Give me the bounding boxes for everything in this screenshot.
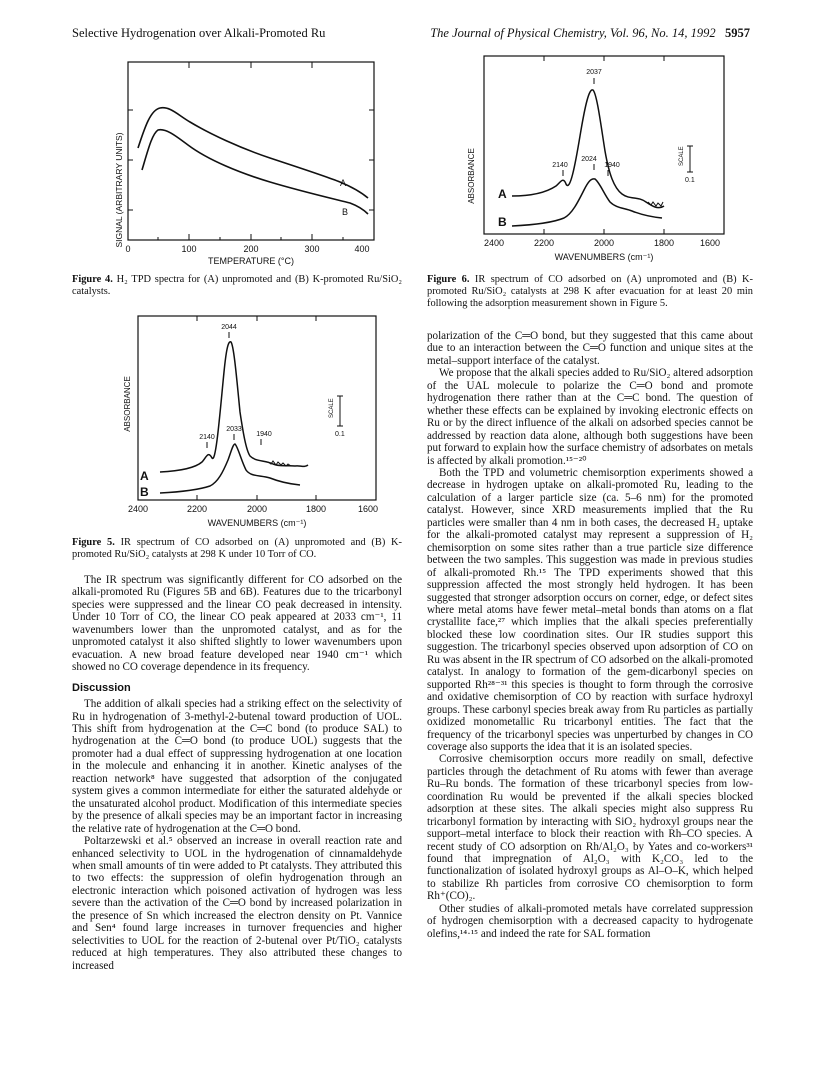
figure-6-caption <box>427 274 753 310</box>
figure-6-tick-label: 2200 <box>533 238 555 248</box>
figure-5-tick-label: 2000 <box>246 504 268 514</box>
figure-5-plot <box>110 312 390 534</box>
figure-4-tick-label: 400 <box>354 244 370 254</box>
figure-4-curve-a <box>138 108 368 198</box>
figure-4-curve-a-label: A <box>340 178 347 188</box>
body-paragraph: We propose that the alkali species added to Ru/SiO₂ altered adsorption of the UAL molecule to polarize the C═O bond and promote hydrogenation there rather than at the C═C bond. The question of whether these effects can be explained by invoking electronic effects on Ru or by the direct influence of the alkali on adsorbed species cannot be addressed by reaction data alone, although both suggestions have been put forward to explain how the surface chemistry of adsorbates on metals is affected by alkali promotion.¹⁵⁻²⁰ <box>427 367 753 467</box>
body-paragraph: Other studies of alkali-promoted metals have correlated suppression of hydrogen chemisorption with a decreased capacity to hydrogenate olefins,¹⁴·¹⁵ and indeed the rate for SAL formation <box>427 902 753 940</box>
figure-6-scale-value: 0.1 <box>685 177 695 184</box>
figure-6-caption-text: IR spectrum of CO adsorbed on (A) unpromoted and (B) K-promoted Ru/SiO₂ catalysts at 298 K after evacuation for at least 20 min following the adsorption measurement shown in Figure 5. <box>427 274 753 309</box>
figure-6-peak-label-2140: 2140 <box>552 162 568 169</box>
figure-5 <box>110 312 390 534</box>
body-paragraph: Both the TPD and volumetric chemisorption experiments showed a decrease in hydrogen uptake on alkali-promoted Ru, leading to the calculation of a larger particle size (ca. 5–6 nm) for the promoted catalyst. However, since XRD measurements implied that the Ru particles were smaller than 4 nm in both cases, the decreased H₂ uptake for the alkali-promoted catalyst may represent a suppression of H₂ chemisorption on some sites rather than a true particle size difference between the two samples. This suggestion was made in previous studies of alkali-promoted Rh.¹⁵ The TPD experiments showed that this suppression affected the most strongly held hydrogen. It has been suggested that stronger adsorption occurs on corner, edge, or defect sites where metal atoms have fewer metal–metal bonds than atoms on a flat crystallite face,²⁷ which implies that the alkali species preferentially blocked these low coordination sites. Our IR studies support this suggestion. The tricarbonyl species observed upon adsorption of CO on Ru was absent in the IR spectrum of CO adsorbed on the alkali-promoted catalyst. In analogy to formation of the gem-dicarbonyl species on supported Rh²⁸⁻³¹ this species is thought to form through the corrosive and oxidative chemisorption of CO by reaction with surface hydroxyl groups. These carbonyl species break away from Ru particles as partially oxidized monometallic Ru tricarbonyl entities. The fact that the frequency of the tricarbonyl species was unperturbed by changes in CO coverage also supports the idea that it is an isolated species. <box>427 466 753 753</box>
figure-5-tick-label: 1800 <box>305 504 327 514</box>
figure-5-curve-a <box>160 342 308 472</box>
figure-4-plot <box>100 50 400 270</box>
page-number: 5957 <box>725 26 750 40</box>
figure-5-curve-b-label: B <box>140 485 149 499</box>
figure-5-tick-label: 1600 <box>357 504 379 514</box>
figure-4-x-label: TEMPERATURE (°C) <box>208 256 294 266</box>
figure-5-tick-label: 2200 <box>186 504 208 514</box>
body-paragraph: Corrosive chemisorption occurs more readily on small, defective particles through the detachment of Ru atoms with fewer than average Ru–Ru bonds. The formation of these tricarbonyl species from low-coordination Ru would be prevented if the alkali species blocked adsorption at these sites. The alkali species might also suppress Ru tricarbonyl formation by interacting with SiO₂ hydroxyl groups near the support–metal interface to block their reaction with Rh–CO species. A recent study of CO adsorption on Rh/Al₂O₃ by Yates and co-workers³¹ found that impregnation of Al₂O₃ with K₂CO₃ led to the functionalization of isolated hydroxyl groups as Al–O–K, which helped to stabilize Rh particles from corrosive CO chemisorption to form Rh⁺(CO)₂. <box>427 753 753 903</box>
figure-4-caption-label: Figure 4. <box>72 274 113 285</box>
figure-4-caption-text: H₂ TPD spectra for (A) unpromoted and (B) K-promoted Ru/SiO₂ catalysts. <box>72 274 402 297</box>
body-paragraph: The IR spectrum was significantly different for CO adsorbed on the alkali-promoted Ru (Figures 5B and 6B). Features due to the tricarbonyl species were suppressed and the linear CO peak decreased in intensity. Under 10 Torr of CO, the linear CO peak appeared at 2033 cm⁻¹, 11 wavenumbers lower than the unpromoted catalyst, and as for the unpromoted catalyst it also shifted slightly to lower wavenumbers upon evacuation. A new broad feature developed near 1940 cm⁻¹ which showed no CO coverage dependence in its frequency. <box>72 574 402 674</box>
figure-6-peak-label-2037: 2037 <box>586 69 602 76</box>
figure-4-tick-label: 200 <box>243 244 259 254</box>
figure-6-tick-label: 1600 <box>699 238 721 248</box>
figure-5-y-label: ABSORBANCE <box>123 376 132 432</box>
figure-5-caption <box>72 537 402 561</box>
journal-citation: The Journal of Physical Chemistry, Vol. 96, No. 14, 1992 <box>430 26 716 40</box>
left-text-column <box>72 574 402 972</box>
figure-6-tick-label: 1800 <box>653 238 675 248</box>
running-header-journal <box>412 26 750 41</box>
figure-6-curve-a <box>512 90 664 208</box>
figure-6-curve-b <box>512 179 662 226</box>
figure-4-tick-label: 100 <box>181 244 197 254</box>
body-paragraph: Poltarzewski et al.⁵ observed an increase in overall reaction rate and enhanced selectivity to UOL in the hydrogenation of cinnamaldehyde when small amounts of tin were added to Pt catalysts. They attributed this to two effects: the suppression of olefin hydrogenation through an electronic interaction which poisoned activation of hydrogen was less severe than the activation of the C═O bond by increased polarization in the presence of Sn which increased the electron density on Pt. Vannice and Sen⁴ found large increases in turnover frequencies and higher selectivities to UOL for the reaction of 2-butenal over Pt/TiO₂ catalysts reduced at high temperatures. They also attributed these changes to increased <box>72 835 402 972</box>
figure-5-caption-text: IR spectrum of CO adsorbed on (A) unpromoted and (B) K-promoted Ru/SiO₂ catalysts at 298 K under 10 Torr of CO. <box>72 537 402 560</box>
figure-6-tick-label: 2000 <box>593 238 615 248</box>
figure-6-scale-label: SCALE <box>679 146 685 166</box>
figure-6-plot <box>452 46 752 268</box>
figure-6-tick-label: 2400 <box>483 238 505 248</box>
figure-6-y-label: ABSORBANCE <box>467 148 476 204</box>
figure-5-curve-a-label: A <box>140 469 149 483</box>
figure-5-peak-label-2033: 2033 <box>226 426 242 433</box>
figure-5-peak-label-2140: 2140 <box>199 434 215 441</box>
figure-5-x-label: WAVENUMBERS (cm⁻¹) <box>207 518 307 528</box>
right-text-column <box>427 330 753 940</box>
body-paragraph: polarization of the C═O bond, but they suggested that this came about due to an interaction between the C═O function and unique sites at the metal–support interface of the catalyst. <box>427 330 753 367</box>
running-header-title: Selective Hydrogenation over Alkali-Promoted Ru <box>72 26 326 40</box>
figure-6-caption-label: Figure 6. <box>427 274 470 285</box>
figure-4-curve-b <box>142 130 368 214</box>
section-heading-discussion: Discussion <box>72 681 131 694</box>
figure-5-scale-value: 0.1 <box>335 431 345 438</box>
figure-6 <box>452 46 752 268</box>
figure-6-peak-label-1940: 1940 <box>604 162 620 169</box>
figure-5-tick-label: 2400 <box>127 504 149 514</box>
figure-4-curve-b-label: B <box>342 207 349 217</box>
figure-4 <box>100 50 400 270</box>
figure-5-peak-label-2044: 2044 <box>221 324 237 331</box>
figure-6-curve-b-label: B <box>498 215 507 229</box>
figure-4-caption <box>72 274 402 298</box>
figure-6-curve-a-label: A <box>498 187 507 201</box>
figure-4-y-label: SIGNAL (ARBITRARY UNITS) <box>114 132 124 248</box>
figure-6-x-label: WAVENUMBERS (cm⁻¹) <box>554 252 654 262</box>
figure-5-caption-label: Figure 5. <box>72 537 115 548</box>
figure-5-peak-label-1940: 1940 <box>256 431 272 438</box>
figure-4-tick-label: 0 <box>125 244 131 254</box>
figure-4-tick-label: 300 <box>304 244 320 254</box>
figure-6-peak-label-2024: 2024 <box>581 156 597 163</box>
body-paragraph: The addition of alkali species had a striking effect on the selectivity of Ru in hydrogenation of 3-methyl-2-butenal toward production of UOL. This shift from hydrogenation at the C═C bond (to produce SAL) to hydrogenation at the C═O bond (to produce UOL) suggests that the promoter had a dual effect of suppressing hydrogenation at one location in the molecule and enhancing it in another. Kinetic analyses of the reaction network⁸ have suggested that adsorption of the conjugated system gives a common intermediate for either the saturated aldehyde or the unsaturated alcohol product. Modification of this intermediate species by the presence of alkali species may be an important factor in increasing the relative rate of hydrogenation at the C═O bond. <box>72 698 402 835</box>
figure-5-curve-b <box>160 444 300 493</box>
figure-5-scale-label: SCALE <box>329 398 335 418</box>
